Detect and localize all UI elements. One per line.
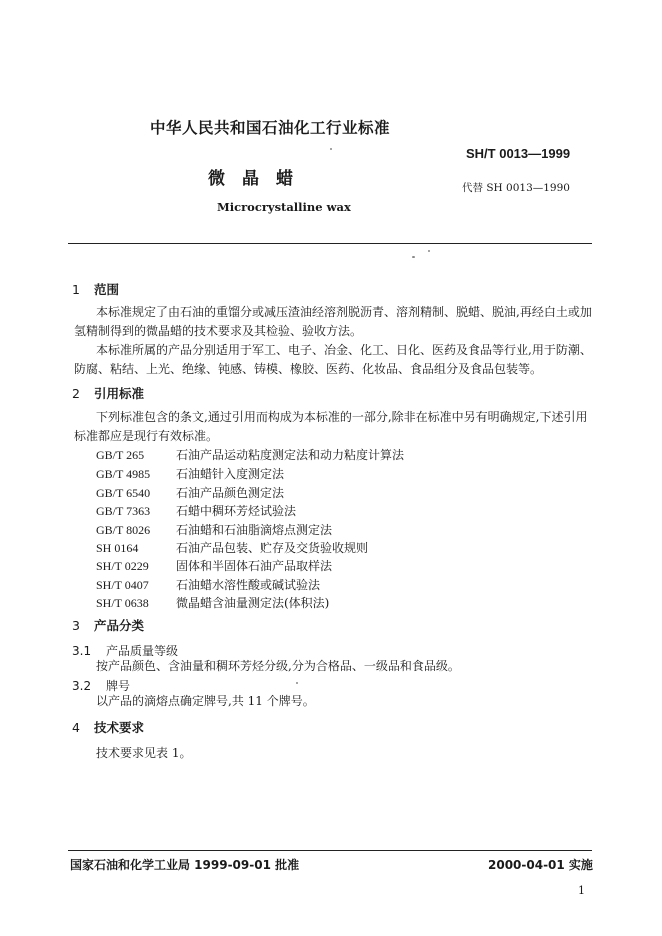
reference-code: SH/T 0638 bbox=[96, 596, 149, 610]
subsection-3-2-text: 以产品的滴熔点确定牌号,共 11 个牌号。 bbox=[96, 694, 315, 708]
reference-name: 石油蜡水溶性酸或碱试验法 bbox=[176, 578, 321, 592]
reference-code: GB/T 4985 bbox=[96, 467, 151, 481]
section-1-heading bbox=[72, 280, 119, 298]
subsection-3-2-number: 3.2 bbox=[72, 679, 92, 693]
reference-code: GB/T 7363 bbox=[96, 504, 151, 518]
implementation-date: 2000-04-01 实施 bbox=[488, 858, 593, 872]
scan-speck bbox=[296, 682, 298, 684]
section-4-title: 技术要求 bbox=[94, 720, 145, 735]
section-2-number: 2 bbox=[72, 386, 80, 401]
section-3-number: 3 bbox=[72, 618, 80, 633]
reference-name: 石油蜡和石油脂滴熔点测定法 bbox=[176, 523, 333, 537]
document-title-chinese: 微晶蜡 bbox=[208, 169, 310, 189]
reference-code: SH 0164 bbox=[96, 541, 139, 555]
section-1-paragraph-1: 本标准规定了由石油的重馏分或减压渣油经溶剂脱沥青、溶剂精制、脱蜡、脱油,再经白土或加氢精制得到的微晶蜡的技术要求及其检验、验收方法。 bbox=[74, 305, 592, 338]
section-4-heading bbox=[72, 718, 144, 736]
subsection-3-1-title: 产品质量等级 bbox=[106, 644, 179, 658]
section-2-title: 引用标准 bbox=[94, 386, 145, 401]
replaces-standard: 代替 SH 0013—1990 bbox=[462, 182, 570, 194]
section-1-title: 范围 bbox=[94, 282, 120, 297]
reference-item bbox=[96, 594, 329, 611]
reference-code: GB/T 6540 bbox=[96, 486, 151, 500]
section-4-text: 技术要求见表 1。 bbox=[96, 746, 192, 760]
section-2-intro: 下列标准包含的条文,通过引用而构成为本标准的一部分,除非在标准中另有明确规定,下述引用标准都应是现行有效标准。 bbox=[74, 410, 588, 443]
reference-code: GB/T 8026 bbox=[96, 523, 151, 537]
reference-item bbox=[96, 446, 404, 463]
reference-name: 石油产品颜色测定法 bbox=[176, 486, 285, 500]
reference-item bbox=[96, 557, 332, 574]
subsection-3-2-title: 牌号 bbox=[106, 679, 131, 693]
approval-date: 国家石油和化学工业局 1999-09-01 批准 bbox=[70, 858, 300, 872]
section-3-title: 产品分类 bbox=[94, 618, 145, 633]
reference-name: 微晶蜡含油量测定法(体积法) bbox=[176, 596, 330, 610]
reference-item bbox=[96, 484, 284, 501]
scan-speck bbox=[428, 250, 430, 252]
section-1-number: 1 bbox=[72, 282, 80, 297]
reference-code: SH/T 0407 bbox=[96, 578, 149, 592]
reference-name: 石油产品运动粘度测定法和动力粘度计算法 bbox=[176, 448, 405, 462]
subsection-3-1-text: 按产品颜色、含油量和稠环芳烃分级,分为合格品、一级品和食品级。 bbox=[96, 659, 460, 673]
reference-code: SH/T 0229 bbox=[96, 559, 149, 573]
scan-speck bbox=[330, 148, 332, 150]
page-number: 1 bbox=[578, 884, 585, 897]
reference-name: 固体和半固体石油产品取样法 bbox=[176, 559, 333, 573]
document-title-english: Microcrystalline wax bbox=[217, 200, 351, 214]
standard-code: SH/T 0013—1999 bbox=[466, 146, 571, 161]
section-3-heading bbox=[72, 616, 144, 634]
section-2-heading bbox=[72, 384, 144, 402]
scan-speck bbox=[412, 256, 415, 258]
reference-code: GB/T 265 bbox=[96, 448, 145, 462]
reference-item bbox=[96, 576, 320, 593]
section-1-paragraph-2: 本标准所属的产品分别适用于军工、电子、冶金、化工、日化、医药及食品等行业,用于防潮、防腐、粘结、上光、绝缘、钝感、铸模、橡胶、医药、化妆品、食品组分及食品包装等。 bbox=[74, 343, 592, 376]
reference-item bbox=[96, 502, 296, 519]
reference-name: 石蜡中稠环芳烃试验法 bbox=[176, 504, 297, 518]
section-4-number: 4 bbox=[72, 720, 80, 735]
standard-category-title: 中华人民共和国石油化工行业标准 bbox=[150, 119, 391, 137]
reference-item bbox=[96, 465, 284, 482]
header-divider bbox=[68, 243, 592, 244]
reference-name: 石油蜡针入度测定法 bbox=[176, 467, 285, 481]
subsection-3-1-number: 3.1 bbox=[72, 644, 92, 658]
reference-name: 石油产品包装、贮存及交货验收规则 bbox=[176, 541, 369, 555]
reference-item bbox=[96, 521, 332, 538]
footer-divider bbox=[68, 850, 592, 851]
reference-item bbox=[96, 539, 368, 556]
